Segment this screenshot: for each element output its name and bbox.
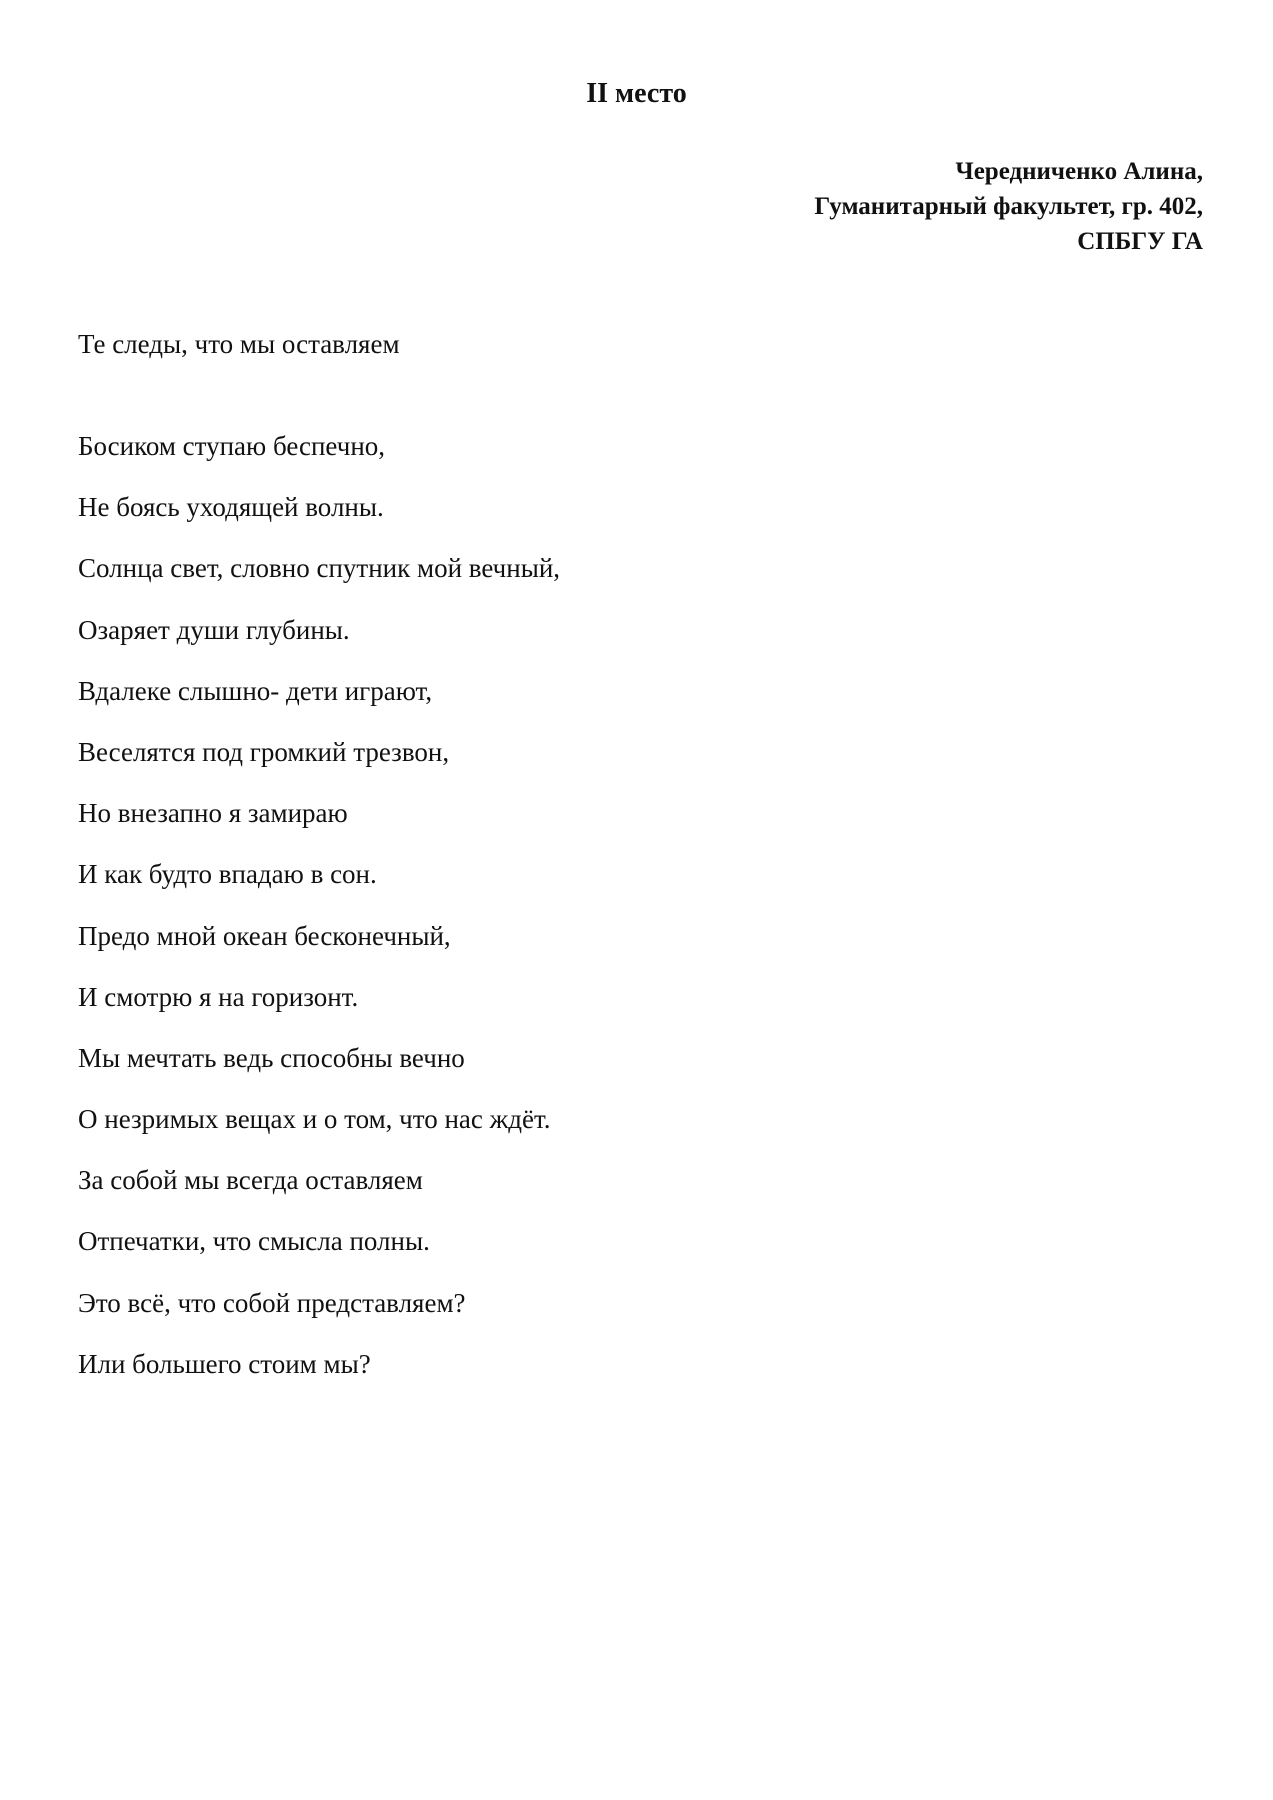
poem-line: Но внезапно я замираю — [78, 798, 348, 829]
poem-body — [78, 428, 560, 1407]
poem-line: Озаряет души глубины. — [78, 614, 350, 645]
poem-line: Веселятся под громкий трезвон, — [78, 736, 450, 767]
poem-line: И смотрю я на горизонт. — [78, 981, 359, 1012]
poem-title: Те следы, что мы оставляем — [78, 329, 400, 359]
poem-line: Вдалеке слышно- дети играют, — [78, 675, 433, 706]
poem-line: Это всё, что собой представляем? — [78, 1287, 466, 1318]
poem-line: Отпечатки, что смысла полны. — [78, 1226, 430, 1257]
author-institution: СПБГУ ГА — [1077, 228, 1203, 255]
author-name: Чередниченко Алина, — [955, 158, 1203, 185]
poem-line: О незримых вещах и о том, что нас ждёт. — [78, 1104, 551, 1135]
poem-line: Не боясь уходящей волны. — [78, 492, 384, 523]
author-faculty: Гуманитарный факультет, гр. 402, — [814, 193, 1203, 220]
poem-line: Или большего стоим мы? — [78, 1348, 371, 1379]
poem-line: За собой мы всегда оставляем — [78, 1165, 423, 1196]
poem-line: Предо мной океан бесконечный, — [78, 920, 451, 951]
author-block — [814, 154, 1203, 259]
poem-line: Босиком ступаю беспечно, — [78, 431, 386, 461]
place-heading: II место — [586, 78, 687, 109]
poem-line: И как будто впадаю в сон. — [78, 859, 377, 890]
poem-line: Солнца свет, словно спутник мой вечный, — [78, 553, 561, 584]
poem-line: Мы мечтать ведь способны вечно — [78, 1042, 465, 1073]
